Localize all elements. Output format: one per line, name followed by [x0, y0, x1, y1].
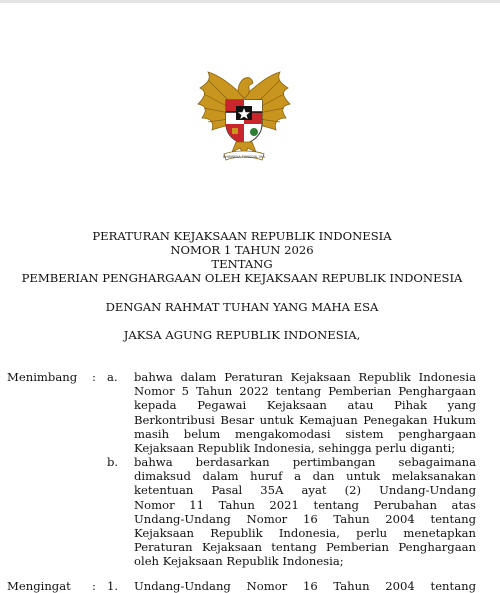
menimbang-colon: : — [92, 370, 96, 384]
regulation-title-line-1: PERATURAN KEJAKSAAN REPUBLIK INDONESIA — [92, 229, 392, 243]
paragraph-line: Berkontribusi Besar untuk Kemajuan Penegakan Hukum — [134, 412, 476, 427]
menimbang-a-paragraph — [134, 370, 476, 455]
mengingat-1-number: 1. — [107, 579, 119, 593]
paragraph-line: oleh Kejaksaan Republik Indonesia; — [134, 554, 344, 569]
paragraph-line: Nomor 11 Tahun 2021 tentang Perubahan atas — [134, 497, 476, 512]
mengingat-1-paragraph — [134, 579, 476, 593]
paragraph-line: kepada Pegawai Kejaksaan atau Pihak yang — [134, 398, 476, 413]
regulation-subject: PEMBERIAN PENGHARGAAN OLEH KEJAKSAAN REPUBLIK INDONESIA — [21, 271, 463, 285]
paragraph-line: bahwa berdasarkan pertimbangan sebagaimana — [134, 455, 476, 469]
paragraph-line: Undang-Undang Nomor 16 Tahun 2004 tentang — [134, 511, 476, 526]
menimbang-b-letter: b. — [107, 455, 119, 469]
garuda-emblem-icon — [194, 66, 294, 166]
regulation-tentang: TENTANG — [211, 257, 273, 271]
paragraph-line: dimaksud dalam huruf a dan untuk melaksanakan — [134, 469, 476, 484]
paragraph-line: Nomor 5 Tahun 2022 tentang Pemberian Penghargaan — [134, 384, 476, 399]
paragraph-line: Kejaksaan Republik Indonesia, sehingga perlu diganti; — [134, 441, 456, 456]
svg-text:BHINNEKA TUNGGAL IKA: BHINNEKA TUNGGAL IKA — [223, 155, 265, 159]
paragraph-line: bahwa dalam Peraturan Kejaksaan Republik Indonesia — [134, 370, 476, 384]
jaksa-agung-line: JAKSA AGUNG REPUBLIK INDONESIA, — [123, 328, 361, 342]
menimbang-label: Menimbang — [7, 370, 78, 384]
rahmat-line: DENGAN RAHMAT TUHAN YANG MAHA ESA — [105, 300, 379, 314]
paragraph-line: Undang-Undang Nomor 16 Tahun 2004 tentang — [134, 579, 476, 593]
menimbang-a-letter: a. — [107, 370, 118, 384]
paragraph-line: Kejaksaan Republik Indonesia, perlu menetapkan — [134, 526, 476, 541]
top-scroll-edge — [0, 0, 500, 3]
paragraph-line: ketentuan Pasal 35A ayat (2) Undang-Undang — [134, 483, 476, 498]
menimbang-b-paragraph — [134, 455, 476, 569]
mengingat-colon: : — [92, 579, 96, 593]
regulation-number: NOMOR 1 TAHUN 2026 — [170, 243, 314, 257]
paragraph-line: Peraturan Kejaksaan tentang Pemberian Penghargaan — [134, 540, 476, 555]
paragraph-line: masih belum mengakomodasi sistem penghargaan — [134, 426, 476, 441]
mengingat-label: Mengingat — [7, 579, 71, 593]
